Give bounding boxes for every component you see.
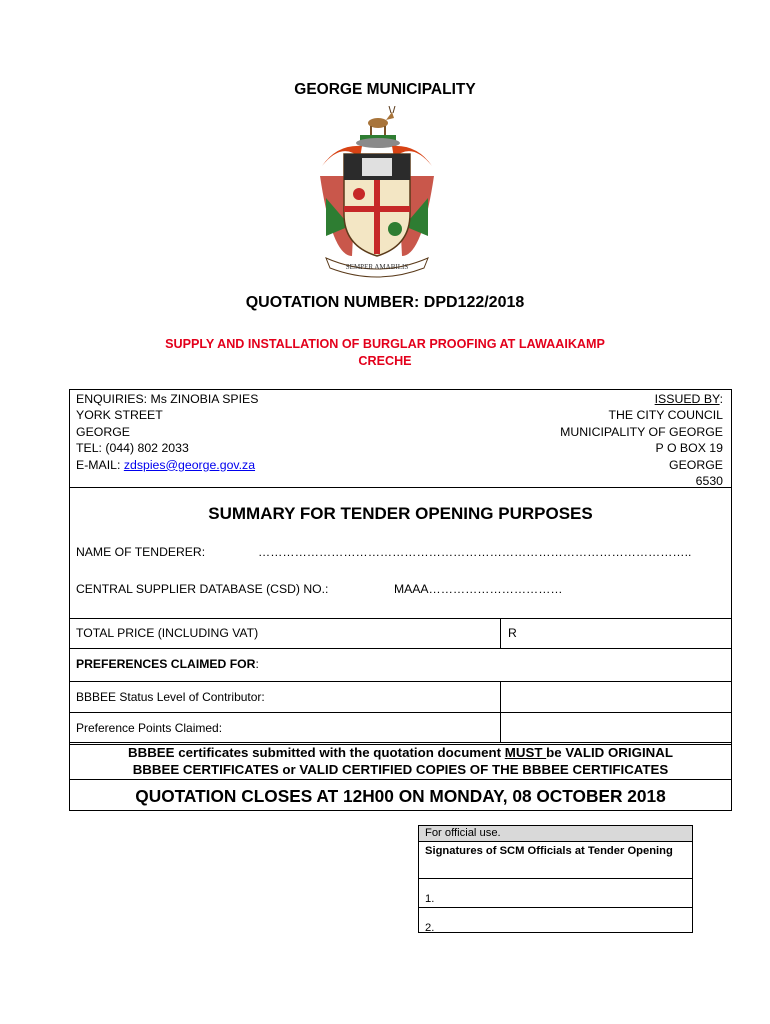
issued-by-pobox: P O BOX 19 <box>655 441 723 456</box>
enquiries-street: YORK STREET <box>76 408 163 423</box>
total-price-label: TOTAL PRICE (INCLUDING VAT) <box>76 626 259 640</box>
tenderer-name-label: NAME OF TENDERER: <box>76 545 206 559</box>
issued-by-block <box>420 391 723 489</box>
signature-row-1-number: 1. <box>425 893 435 905</box>
enquiries-tel: TEL: (044) 802 2033 <box>76 441 189 456</box>
issued-by-postcode: 6530 <box>695 474 723 489</box>
issued-by-municipality: MUNICIPALITY OF GEORGE <box>560 424 723 439</box>
total-price-field[interactable]: R <box>508 626 517 640</box>
tenderer-name-field[interactable]: …………………………………………………………………………………………….. <box>258 545 692 559</box>
summary-title: SUMMARY FOR TENDER OPENING PURPOSES <box>208 504 593 523</box>
signature-row-1[interactable] <box>419 879 692 908</box>
issued-by-colon: : <box>719 392 723 406</box>
bbbee-certificate-note <box>70 744 731 778</box>
bbbee-note-line2: BBBEE CERTIFICATES or VALID CERTIFIED COPIES OF THE BBBEE CERTIFICATES <box>132 762 669 777</box>
official-use-box <box>418 825 693 933</box>
email-link[interactable]: zdspies@george.gov.za <box>123 457 256 472</box>
csd-number-label: CENTRAL SUPPLIER DATABASE (CSD) NO.: <box>76 582 329 596</box>
antelope-icon <box>368 106 395 136</box>
enquiries-block <box>76 391 258 473</box>
coat-of-arms-crest <box>312 106 442 278</box>
email-label: E-MAIL: <box>76 457 124 472</box>
scm-signatures-label: Signatures of SCM Officials at Tender Opening <box>419 842 692 879</box>
project-title-line1: SUPPLY AND INSTALLATION OF BURGLAR PROOFING AT LAWAAIKAMP <box>165 337 605 351</box>
closing-date: QUOTATION CLOSES AT 12H00 ON MONDAY, 08 OCTOBER 2018 <box>135 786 666 806</box>
signature-row-2-number: 2. <box>425 922 435 934</box>
quotation-number: QUOTATION NUMBER: DPD122/2018 <box>245 294 525 311</box>
bbbee-note-line1 <box>70 744 731 761</box>
bbbee-note-must: MUST <box>504 745 547 760</box>
bbbee-level-label: BBBEE Status Level of Contributor: <box>76 690 265 704</box>
issued-by-label-line <box>420 391 723 407</box>
issued-by-label: ISSUED BY <box>654 392 720 406</box>
crest-motto: SEMPER AMABILIS <box>345 263 409 271</box>
issued-by-council: THE CITY COUNCIL <box>608 408 723 423</box>
csd-number-field[interactable]: MAAA…………………………… <box>394 582 563 596</box>
preference-points-label: Preference Points Claimed: <box>76 721 223 735</box>
bbbee-note-part2: be VALID ORIGINAL <box>546 745 673 760</box>
enquiries-email-line <box>76 457 258 473</box>
official-use-header: For official use. <box>419 826 692 842</box>
project-title-line2: CRECHE <box>358 354 412 368</box>
signature-row-2[interactable] <box>419 908 692 936</box>
bbbee-level-field[interactable] <box>501 682 731 712</box>
shield-icon <box>344 154 410 256</box>
preferences-claimed-heading <box>76 657 259 671</box>
preferences-colon: : <box>255 657 259 671</box>
bbbee-note-part1: BBBEE certificates submitted with the quotation document <box>128 745 505 760</box>
preferences-label: PREFERENCES CLAIMED FOR <box>76 657 256 671</box>
enquiries-name: ENQUIRIES: Ms ZINOBIA SPIES <box>76 392 259 406</box>
preference-points-field[interactable] <box>501 713 731 742</box>
enquiries-town: GEORGE <box>76 424 130 439</box>
project-title <box>100 336 670 370</box>
page-title: GEORGE MUNICIPALITY <box>294 81 476 98</box>
issued-by-town: GEORGE <box>669 457 723 472</box>
